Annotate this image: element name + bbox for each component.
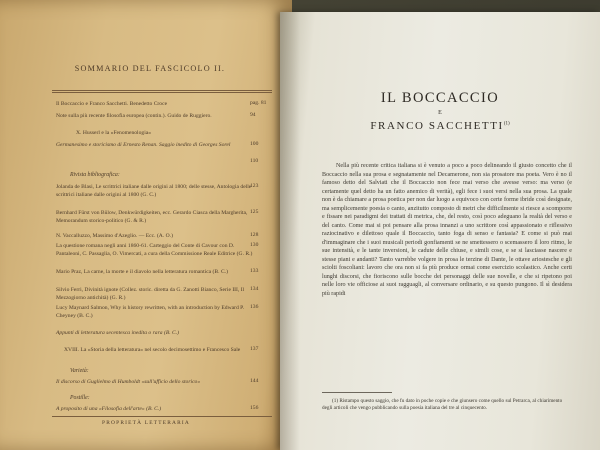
toc-entry: Germanesimo e storicismo di Ernesto Renan. Saggio inedito di Georges Sorel [56,142,231,148]
toc-entry: Mario Praz, La carne, la morte e il diavolo nella letteratura romantica (B. C.) [56,269,228,275]
toc-entry: Lucy Maynard Salmon, Why is history rewritten, with an introduction by Edward P. Cheyney (B. C.) [56,305,245,320]
article-title-line3 [280,120,600,132]
toc-entry: Note sulla più recente filosofia europea (contin.). Guido de Ruggiero. [56,113,212,119]
toc-top-rule [52,90,272,91]
article-title-line1: IL BOCCACCIO [380,90,500,106]
toc-top-rule-2 [52,92,272,93]
toc-page-number: 130 [250,242,259,248]
toc-page-number: 136 [250,304,259,310]
toc-page-number: 137 [250,346,259,352]
article-body: Nella più recente critica italiana si è venuto a poco a poco delineando il giusto concetto che il Boccaccio nella sua prosa e segnatamente nel Decamerone, non sia prosatore ma poeta. Vero è no il famoso detto del Salviati che il Boccaccio non fece mai verso che avesse verso: ma verso (e certamente quel detto ha un fatto anemico di verità), egli fece i suoi versi nella sua prosa. La quale non è da chiamare a prosa poetica per non dar luogo a equivoco con certe forme ibride così designate, ma semplicemente poesia o canto, anzitutto composto di metri che difficilmente si riesce a scomporre e fissare nei paradigmi dei trattati di metrica, che, del resto, così poco adeguano la realtà del verso e del canto. Come mai si poi pensare alla prosa innanzi a uno scrittore così appassionato e riflessivo raziocinativo e dilettoso quale il Boccaccio, tanto foga di senso e fantasia? E come si può mai d'immaginare che i suoi musicali periodi gonfiamenti se ne smettessero o scemassero il loro ritmo, le sue intensità, e le tante inversioni, le cadute delle chiuse, e simili cose, e se si lasciasse nascere e stesse piani e andanti? Tanto varrebbe volgere in prosa le terzine di Dante, le ottave ariostesche e gli sciolti foscoliani: lavoro che ora non si fa più produce ormai come esercizio scolastico. Anche certi lunghi discorsi, che fioriscono sulle bocche dei personaggi delle sue novelle, e che si ripetono poi nelle loro vie officiose ai suoi ragguagli, al conversare ordinario, e su questo pungono. Il sì desidera più rapidi [322,163,572,297]
toc-entry: Silvio Ferri, Divinità ignote (Collez. storic. diretta da G. Zanotti Bianco, Serie III, Il Mezzogiorno antichità) (G. R.) [56,287,245,302]
toc-entry: Bernhard Fürst von Bülow, Denkwürdigkeiten, ecc. Gerardo Ciasca della Margherita, Memorandum storico-politico (G. & R.) [56,210,248,225]
toc-page-number: pag. 81 [250,100,267,106]
toc-page-number: 123 [250,183,259,189]
toc-entry: Il Boccaccio e Franco Sacchetti. Benedetto Croce [56,101,168,107]
toc-entry: XVIII. La «Storia della letteratura» nel secolo decimosettimo e Francesco Sale [64,347,241,353]
toc-entry: Il discorso di Guglielmo di Humboldt «sull'ufficio dello storico» [56,379,201,385]
toc-page-number: 144 [250,378,259,384]
toc-page-number: 156 [250,405,259,411]
toc-page-number: 133 [250,268,259,274]
toc-section-appunti: Appunti di letteratura secentesca inedita o rara (B. C.) [56,330,180,336]
toc-entry: X. Husserl e la «Fenomenologia» [76,130,152,136]
toc-page-number: 128 [250,232,259,238]
right-page [280,12,600,450]
toc-entry: La questione romana negli anni 1860-61. Carteggio del Conte di Cavour con D. Pantaleoni, C. Passaglia, O. Vimercati, a cura della Commissione Reale Editrice (G. R.) [56,243,253,258]
article-footnote: (1) Ristampo questo saggio, che fu dato in poche copie e che giunsero come quello sul Petrarca, al chiarimento degli articoli che vengo pubblicando sulla poesia italiana del tre al cinquecento. [322,398,563,412]
footnote-rule [322,392,392,393]
toc-page-number: 94 [250,112,256,118]
spine-shadow [280,12,300,450]
toc-entry: A proposito di una «Filosofia dell'arte» (B. C.) [56,406,162,412]
footnote-marker: (1) [503,121,510,127]
toc-entry: N. Vaccalluzzo, Massimo d'Azeglio. — Ecc. (A. O.) [56,233,173,239]
article-title-name: FRANCO SACCHETTI [370,120,504,132]
toc-page-number: 125 [250,209,259,215]
toc-page-number: 100 [250,141,259,147]
toc-title: SOMMARIO DEL FASCICOLO II. [74,64,226,73]
copyright-footer: PROPRIETÀ LETTERARIA [102,420,190,426]
toc-section-postille: Postille: [70,395,90,401]
toc-entry: Jolanda de Blasi, Le scrittrici italiane dalle origini al 1800; delle stesse, Antologia delle scrittrici italiane dalle origini al 1800 (G. C.) [56,184,252,199]
toc-page-number: 134 [250,286,259,292]
footer-rule [52,416,272,417]
toc-page-number: 110 [250,158,259,164]
article-title-conjunction: E [438,110,442,116]
toc-section-varieta: Varietà: [70,368,89,374]
toc-section-biblio: Rivista bibliografica: [70,172,120,178]
